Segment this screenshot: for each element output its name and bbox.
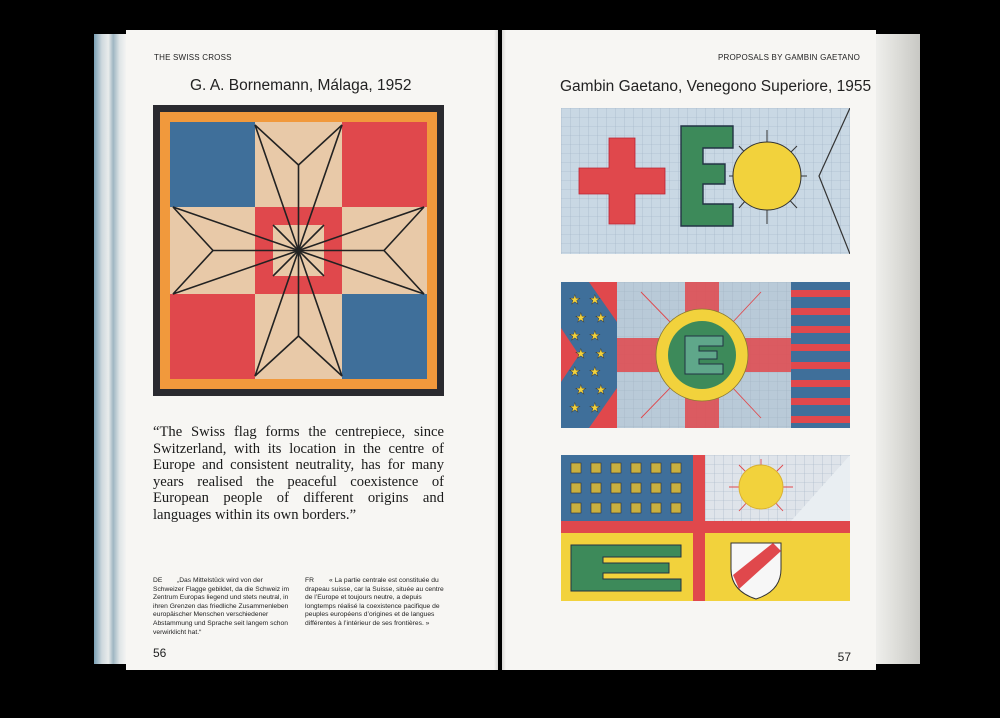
svg-text:★: ★ (569, 364, 581, 379)
language-code-de: DE (153, 577, 163, 584)
svg-text:★: ★ (569, 328, 581, 343)
svg-text:★: ★ (575, 382, 587, 397)
svg-text:★: ★ (595, 346, 607, 361)
translation-fr-text: « La partie centrale est constituée du drapeau suisse, car la Suisse, située au centre de l’Europe et toujours neutre, a depuis longtemps réalisé la coexistence pacifique de peuples européens d’origines et de langues différentes à l’intérieur de ses frontières. » (305, 577, 444, 627)
left-page (126, 30, 498, 670)
language-code-fr: FR (305, 577, 314, 584)
running-head-right: PROPOSALS BY GAMBIN GAETANO (717, 53, 860, 62)
book-gutter (494, 30, 506, 670)
bornemann-flag-drawing (153, 105, 444, 396)
artwork-title-right: Gambin Gaetano, Venegono Superiore, 1955 (560, 78, 872, 95)
gaetano-proposal-1 (561, 108, 850, 254)
svg-text:★: ★ (589, 400, 601, 415)
pull-quote: “The Swiss flag forms the centrepiece, since Switzerland, with its location in the centre of Europe and consistent neutrality, has for many years realised the peaceful coexistence of European people of different origins and languages within its own borders.” (153, 424, 444, 523)
translation-fr (305, 577, 445, 629)
letter-e-icon (681, 126, 733, 226)
page-edges-left (94, 34, 126, 664)
page-number-right: 57 (837, 650, 851, 664)
svg-text:★: ★ (595, 310, 607, 325)
gaetano-proposal-3 (561, 455, 850, 601)
translation-de (153, 577, 293, 637)
svg-text:★: ★ (575, 346, 587, 361)
page-edges-right (876, 34, 920, 664)
svg-text:★: ★ (595, 382, 607, 397)
right-page (502, 30, 876, 670)
svg-text:★: ★ (589, 292, 601, 307)
svg-text:★: ★ (575, 310, 587, 325)
svg-text:★: ★ (569, 292, 581, 307)
letter-e-icon (571, 545, 681, 591)
running-head-left: THE SWISS CROSS (154, 53, 232, 62)
gaetano-proposal-2 (561, 282, 850, 428)
translation-de-text: „Das Mittelstück wird von der Schweizer Flagge gebildet, da die Schweiz im Zentrum Europas liegend und stets neutral, in ihren Grenzen das friedliche Zusammenleben europäischer Menschen verschiedener Abstammung und Sprache seit langem schon verwirklicht hat.“ (153, 577, 290, 636)
svg-text:★: ★ (589, 364, 601, 379)
svg-text:★: ★ (589, 328, 601, 343)
page-number-left: 56 (153, 646, 167, 660)
artwork-title-left: G. A. Bornemann, Málaga, 1952 (190, 77, 412, 94)
svg-text:★: ★ (569, 400, 581, 415)
